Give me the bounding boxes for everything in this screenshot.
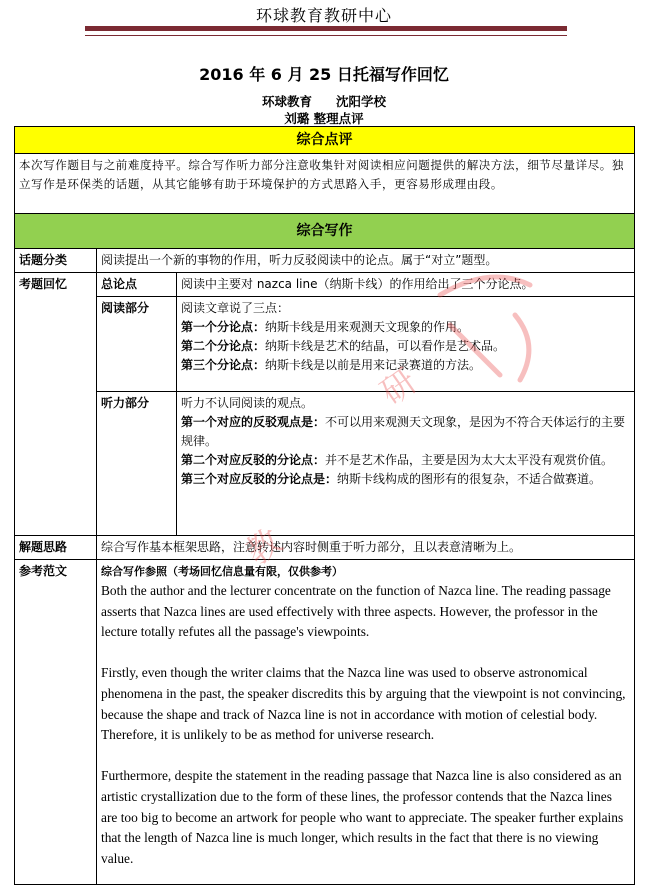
sample-cell xyxy=(97,560,635,885)
recall-label: 考题回忆 xyxy=(15,273,97,536)
reading-cell xyxy=(177,297,635,392)
listening-intro: 听力不认同阅读的观点。 xyxy=(181,396,314,410)
listening-cell xyxy=(177,392,635,536)
essay-paragraph: Both the author and the lecturer concentrate on the function of Nazca line. The reading passage asserts that Nazca lines are used effectively with three aspects. However, the professor in the lecture totally refutes all the passage's viewpoints. xyxy=(101,583,611,640)
org-header-title: 环球教育教研中心 xyxy=(255,6,392,25)
header-rule-thin xyxy=(85,35,567,36)
essay-paragraph: Furthermore, despite the statement in the reading passage that Nazca line is also considered as an artistic crystallization due to the form of these lines, the professor contends that the Nazca lines are too big to become an artwork for people who want to appreciate. The speaker further explains that the length of Nazca line is much longer, which results in the fact that there is no viewing value. xyxy=(101,768,624,866)
reading-intro: 阅读文章说了三点： xyxy=(181,301,290,315)
watermark-char: 教 xyxy=(238,521,290,574)
reading-point: 第一个分论点：纳斯卡线是用来观测天文现象的作用。 xyxy=(181,320,470,334)
watermark-stroke-icon xyxy=(430,255,560,395)
watermark-char: 研 xyxy=(373,361,425,414)
header-rule-thick xyxy=(85,26,567,31)
recall-table xyxy=(14,126,635,885)
listening-point: 第二个对应反驳的分论点：并不是艺术作品，主要是因为太大太平没有观赏价值。 xyxy=(181,453,614,467)
review-text: 本次写作题目与之前难度持平。综合写作听力部分注意收集针对阅读相应问题提供的解决方法，细节尽量详尽。独立写作是环保类的话题，从其它能够有助于环境保护的方式思路入手，更容易形成理由段。 xyxy=(15,154,635,214)
reading-point: 第三个分论点：纳斯卡线是以前是用来记录赛道的方法。 xyxy=(181,358,482,372)
approach-text: 综合写作基本框架思路，注意转述内容时侧重于听力部分，且以表意清晰为上。 xyxy=(97,536,635,560)
integrated-banner: 综合写作 xyxy=(15,214,635,249)
listening-point: 第三个对应反驳的分论点是：纳斯卡线构成的图形有的很复杂，不适合做赛道。 xyxy=(181,472,602,486)
document-title: 2016 年 6 月 25 日托福写作回忆 xyxy=(199,65,449,84)
org-name: 环球教育 xyxy=(261,94,312,109)
thesis-label: 总论点 xyxy=(97,273,177,297)
document-author-line: 刘璐 整理点评 xyxy=(284,111,364,126)
review-banner: 综合点评 xyxy=(15,127,635,154)
listening-point: 第一个对应的反驳观点是：不可以用来观测天文现象，是因为不符合天体运行的主要规律。 xyxy=(181,415,626,448)
reading-label: 阅读部分 xyxy=(97,297,177,392)
thesis-text: 阅读中主要对 nazca line（纳斯卡线）的作用给出了三个分论点。 xyxy=(177,273,635,297)
essay-paragraph: Firstly, even though the writer claims that the Nazca line was used to observe astronomical phenomena in the past, the speaker discredits this by arguing that the viewpoint is not convincing, because the shape and track of Nazca line is not in accordance with motion of celestial body. Therefore, it is unlikely to be as method for universe research. xyxy=(101,665,626,743)
topic-label: 话题分类 xyxy=(15,249,97,273)
reading-point: 第二个分论点：纳斯卡线是艺术的结晶，可以看作是艺术品。 xyxy=(181,339,506,353)
sample-heading: 综合写作参照（考场回忆信息量有限，仅供参考） xyxy=(101,565,343,578)
listening-label: 听力部分 xyxy=(97,392,177,536)
topic-text: 阅读提出一个新的事物的作用，听力反驳阅读中的论点。属于“对立”题型。 xyxy=(97,249,635,273)
sample-label: 参考范文 xyxy=(15,560,97,885)
sample-essay xyxy=(101,581,630,869)
page-header xyxy=(0,0,648,38)
approach-label: 解题思路 xyxy=(15,536,97,560)
school-name: 沈阳学校 xyxy=(336,94,387,109)
document-org-line xyxy=(0,92,648,110)
